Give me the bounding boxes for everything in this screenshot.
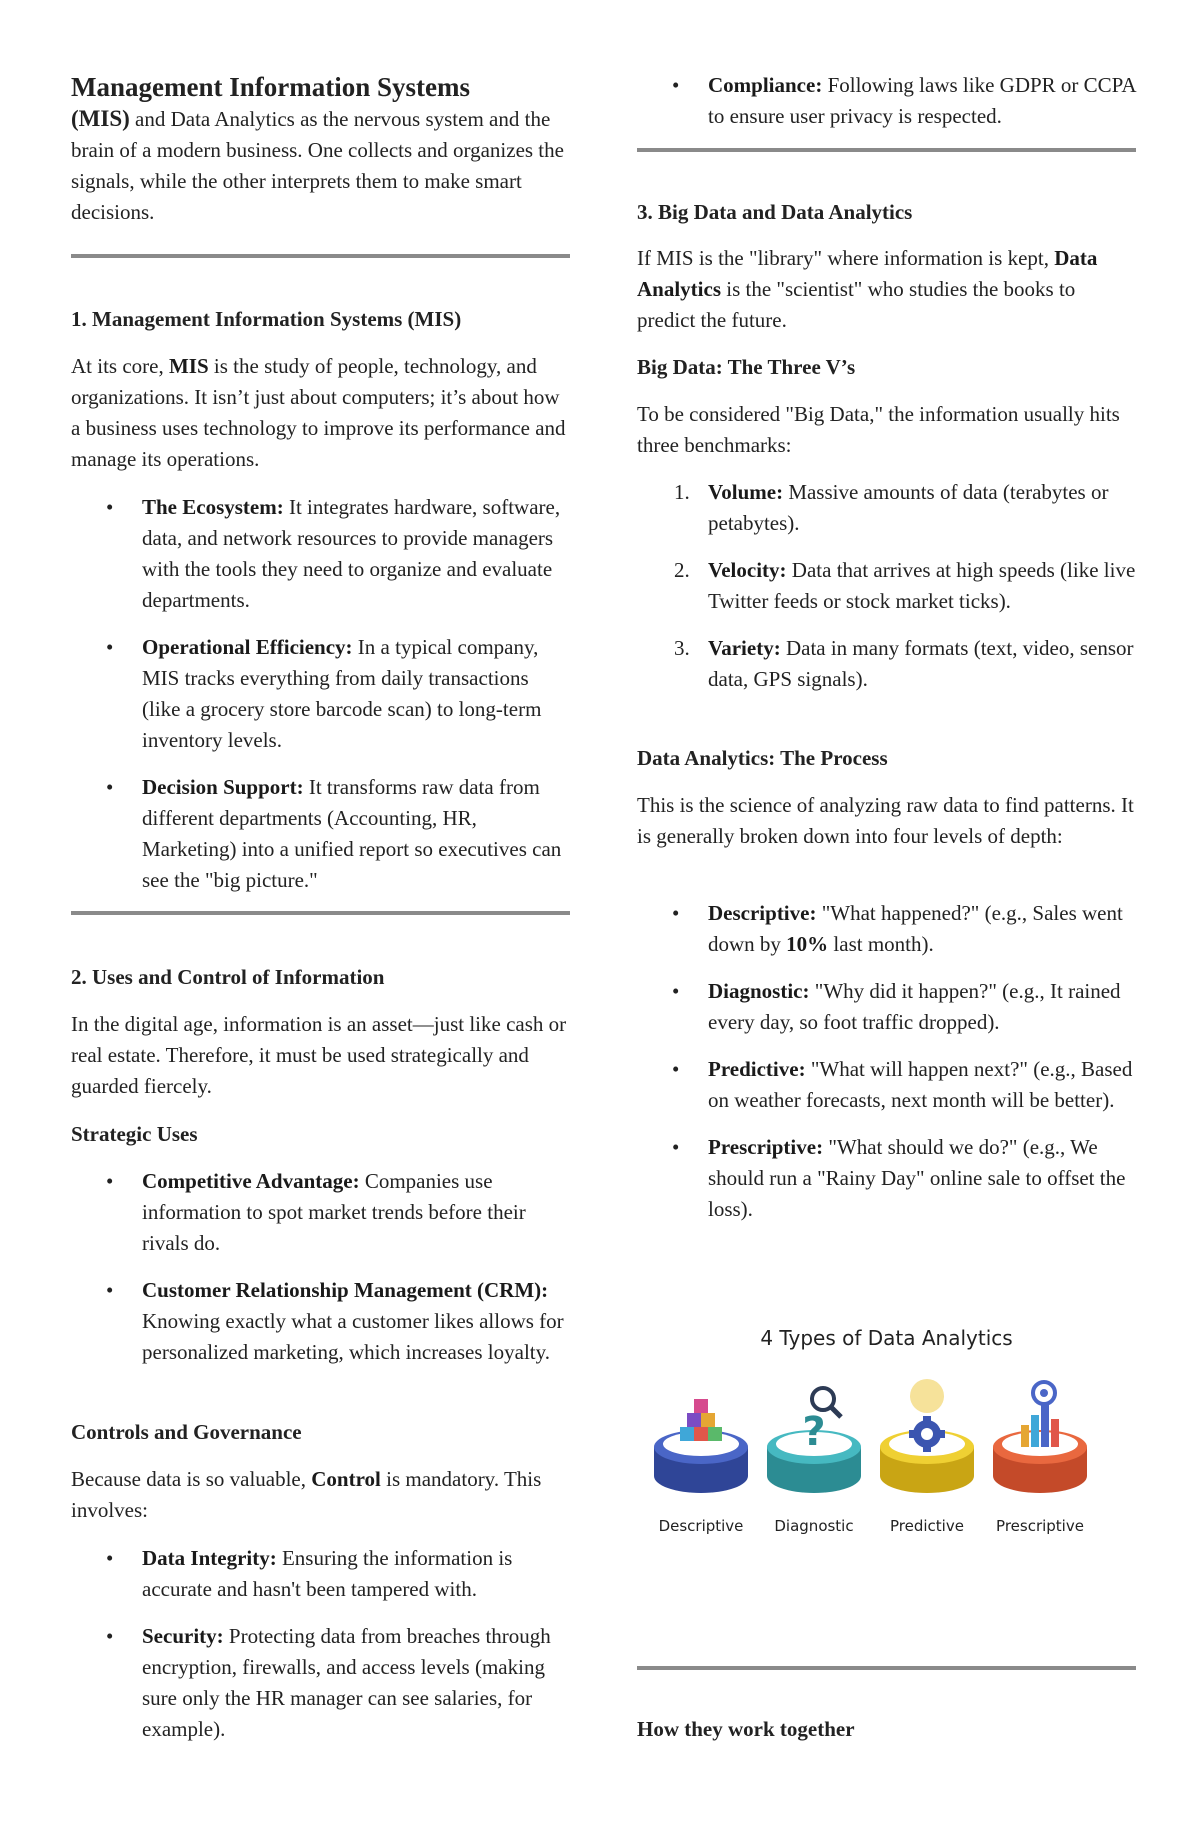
intro-text: and Data Analytics as the nervous system and the brain of a modern business. One collects and organizes the signals, while the other interprets them to make smart decisions. <box>71 107 564 224</box>
section-3-heading: 3. Big Data and Data Analytics <box>637 200 913 224</box>
list-item: 2. Velocity: Data that arrives at high speeds (like live Twitter feeds or stock market ticks). <box>674 558 1136 613</box>
intro-paragraph <box>71 69 570 228</box>
process-heading: Data Analytics: The Process <box>637 746 888 770</box>
prescriptive-icon <box>993 1382 1087 1493</box>
predictive-icon <box>880 1379 974 1493</box>
analytics-types-figure <box>637 1313 1136 1573</box>
list-item: • Compliance: Following laws like GDPR or CCPA to ensure user privacy is respected. <box>637 70 1136 132</box>
label-diagnostic: Diagnostic <box>774 1517 854 1535</box>
list-item: • Operational Efficiency: In a typical company, MIS tracks everything from daily transactions (like a grocery store barcode scan) to long-term inventory levels. <box>71 632 570 756</box>
section-2-heading: 2. Uses and Control of Information <box>71 965 385 989</box>
section-1-heading: 1. Management Information Systems (MIS) <box>71 307 462 331</box>
list-item: • Diagnostic: "Why did it happen?" (e.g., It rained every day, so foot traffic dropped). <box>637 976 1136 1038</box>
label-descriptive: Descriptive <box>658 1517 744 1535</box>
divider <box>637 1666 1136 1670</box>
list-item: • Data Integrity: Ensuring the information is accurate and hasn't been tampered with. <box>71 1543 570 1605</box>
big-data-paragraph: To be considered "Big Data," the information usually hits three benchmarks: <box>637 402 1120 457</box>
analytics-levels-list <box>637 898 1136 1225</box>
list-item: • Decision Support: It transforms raw data from different departments (Accounting, HR, Marketing) into a unified report so executives can see the "big picture." <box>71 772 570 896</box>
compliance-list <box>637 70 1136 132</box>
list-item: 1. Volume: Massive amounts of data (terabytes or petabytes). <box>674 480 1109 535</box>
diagnostic-icon <box>767 1388 861 1493</box>
list-item: • Descriptive: "What happened?" (e.g., Sales went down by 10% last month). <box>637 898 1136 960</box>
controls-list <box>71 1543 570 1745</box>
section-1-paragraph: At its core, MIS is the study of people, technology, and organizations. It isn’t just about computers; it’s about how a business uses technology to improve its performance and manage its operations. <box>71 354 566 471</box>
how-they-work-together-heading: How they work together <box>637 1717 855 1741</box>
divider <box>71 254 570 258</box>
list-item: 3. Variety: Data in many formats (text, video, sensor data, GPS signals). <box>674 636 1134 691</box>
title-mis: (MIS) <box>71 106 130 131</box>
label-prescriptive: Prescriptive <box>996 1517 1084 1535</box>
section-3-paragraph: If MIS is the "library" where information is kept, Data Analytics is the "scientist" who studies the books to predict the future. <box>637 246 1098 332</box>
controls-paragraph: Because data is so valuable, Control is mandatory. This involves: <box>71 1467 542 1522</box>
list-item: • Customer Relationship Management (CRM): Knowing exactly what a customer likes allows for personalized marketing, which increases loyalty. <box>71 1275 570 1368</box>
process-paragraph: This is the science of analyzing raw data to find patterns. It is generally broken down into four levels of depth: <box>637 793 1134 848</box>
label-predictive: Predictive <box>890 1517 964 1535</box>
list-item: • Security: Protecting data from breaches through encryption, firewalls, and access levels (making sure only the HR manager can see salaries, for example). <box>71 1621 570 1745</box>
strategic-uses-list <box>71 1166 570 1368</box>
divider <box>637 148 1136 152</box>
divider <box>71 911 570 915</box>
three-vs-list <box>637 477 1136 695</box>
controls-heading: Controls and Governance <box>71 1420 302 1444</box>
section-1-bullets <box>71 492 570 896</box>
list-item: • Competitive Advantage: Companies use information to spot market trends before their rivals do. <box>71 1166 570 1259</box>
strategic-uses-heading: Strategic Uses <box>71 1122 198 1146</box>
big-data-heading: Big Data: The Three V’s <box>637 355 856 379</box>
list-item: • Predictive: "What will happen next?" (e.g., Based on weather forecasts, next month will be better). <box>637 1054 1136 1116</box>
list-item: • The Ecosystem: It integrates hardware, software, data, and network resources to provide managers with the tools they need to organize and evaluate departments. <box>71 492 570 616</box>
section-2-paragraph: In the digital age, information is an asset—just like cash or real estate. Therefore, it must be used strategically and guarded fiercely. <box>71 1012 567 1098</box>
page-title: Management Information Systems <box>71 72 470 102</box>
figure-title: 4 Types of Data Analytics <box>760 1326 1013 1350</box>
descriptive-icon <box>654 1399 748 1493</box>
svg-text:?: ? <box>802 1409 826 1455</box>
list-item: • Prescriptive: "What should we do?" (e.g., We should run a "Rainy Day" online sale to offset the loss). <box>637 1132 1136 1225</box>
analytics-illustrations <box>637 1313 1136 1513</box>
